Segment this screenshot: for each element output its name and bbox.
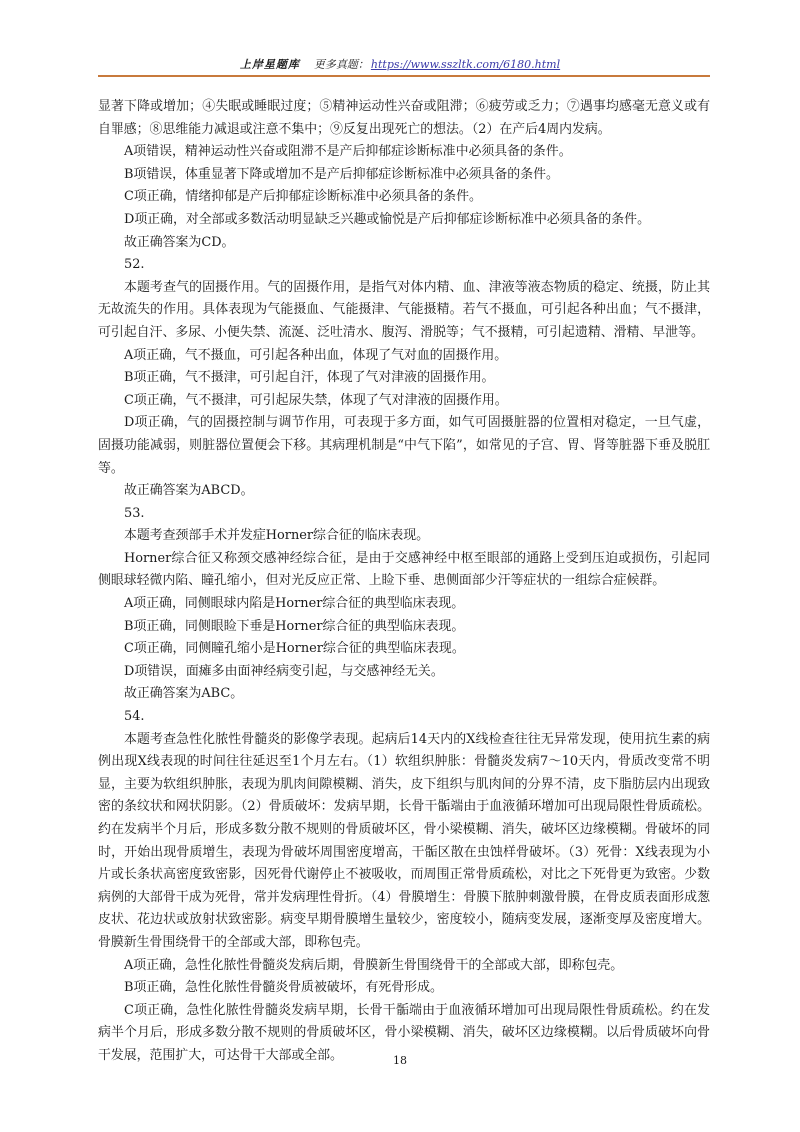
paragraph: Horner综合征又称颈交感神经综合征，是由于交感神经中枢至眼部的通路上受到压迫或损伤，引起同侧眼球轻微内陷、瞳孔缩小，但对光反应正常、上睑下垂、患侧面部少汗等症状的一组综合症候群。 — [98, 550, 710, 589]
header-more-label: 更多真题： — [313, 58, 369, 71]
paragraph: C项正确，情绪抑郁是产后抑郁症诊断标准中必须具备的条件。 — [124, 189, 482, 205]
paragraph: 故正确答案为ABC。 — [124, 686, 244, 702]
paragraph: 显著下降或增加；④失眠或睡眠过度；⑤精神运动性兴奋或阻滞；⑥疲劳或乏力；⑦遇事均感毫无意义或有自罪感；⑧思维能力减退或注意不集中；⑨反复出现死亡的想法。（2）在产后4周内发病。 — [98, 99, 710, 137]
paragraph: 故正确答案为CD。 — [124, 234, 235, 250]
paragraph: 本题考查颈部手术并发症Horner综合征的临床表现。 — [124, 528, 430, 544]
paragraph: D项正确，气的固摄控制与调节作用，可表现于多方面，如气可固摄脏器的位置相对稳定，一旦气虚，固摄功能减弱，则脏器位置便会下移。其病理机制是“中气下陷”，如常见的子宫、胃、肾等脏器下垂及脱肛等。 — [98, 415, 710, 476]
paragraph: A项正确，气不摄血，可引起各种出血，体现了气对血的固摄作用。 — [124, 347, 508, 363]
paragraph: C项正确，气不摄津，可引起尿失禁，体现了气对津液的固摄作用。 — [124, 392, 508, 408]
page-header — [0, 56, 800, 72]
paragraph: A项错误，精神运动性兴奋或阻滞不是产后抑郁症诊断标准中必须具备的条件。 — [124, 144, 572, 160]
paragraph: C项正确，急性化脓性骨髓炎发病早期，长骨干骺端由于血液循环增加可出现局限性骨质疏松。约在发病半个月后，形成多数分散不规则的骨质破坏区，骨小梁模糊、消失，破坏区边缘模糊。以后骨质破坏向骨干发展，范围扩大，可达骨干大部或全部。 — [98, 1002, 710, 1063]
paragraph: 本题考查气的固摄作用。气的固摄作用，是指气对体内精、血、津液等液态物质的稳定、统摄，防止其无故流失的作用。具体表现为气能摄血、气能摄津、气能摄精。若气不摄血，可引起各种出血；气不摄津，可引起自汗、多尿、小便失禁、流涎、泛吐清水、腹泻、滑脱等；气不摄精，可引起遗精、滑精、早泄等。 — [98, 279, 710, 340]
paragraph: 52. — [124, 257, 145, 273]
paragraph: B项错误，体重显著下降或增加不是产后抑郁症诊断标准中必须具备的条件。 — [124, 166, 559, 182]
header-brand: 上岸星题库 — [239, 58, 300, 71]
paragraph: D项正确，对全部或多数活动明显缺乏兴趣或愉悦是产后抑郁症诊断标准中必须具备的条件。 — [124, 211, 650, 227]
header-url-link[interactable]: https://www.sszltk.com/6180.html — [370, 58, 561, 71]
paragraph: B项正确，同侧眼睑下垂是Horner综合征的典型临床表现。 — [124, 618, 465, 634]
page-number: 18 — [393, 1054, 407, 1067]
paragraph: B项正确，急性化脓性骨髓炎骨质被破坏，有死骨形成。 — [124, 980, 443, 996]
header-divider — [98, 75, 710, 77]
paragraph: A项正确，急性化脓性骨髓炎发病后期，骨膜新生骨围绕骨干的全部或大部，即称包壳。 — [124, 957, 624, 973]
document-body — [98, 96, 710, 1068]
paragraph: 故正确答案为ABCD。 — [124, 483, 254, 499]
paragraph: A项正确，同侧眼球内陷是Horner综合征的典型临床表现。 — [124, 596, 465, 612]
paragraph: B项正确，气不摄津，可引起自汗，体现了气对津液的固摄作用。 — [124, 370, 495, 386]
paragraph: 53. — [124, 505, 145, 521]
paragraph: D项错误，面瘫多由面神经病变引起，与交感神经无关。 — [124, 663, 444, 679]
paragraph: 54. — [124, 709, 145, 725]
paragraph: 本题考查急性化脓性骨髓炎的影像学表现。起病后14天内的X线检查往往无异常发现，使用抗生素的病例出现X线表现的时间往往延迟至1个月左右。（1）软组织肿胀：骨髓炎发病7～10天内，骨质改变常不明显，主要为软组织肿胀，表现为肌肉间隙模糊、消失，皮下组织与肌肉间的分界不清，皮下脂肪层内出现致密的条纹状和网状阴影。（2）骨质破坏：发病早期，长骨干骺端由于血液循环增加可出现局限性骨质疏松。约在发病半个月后，形成多数分散不规则的骨质破坏区，骨小梁模糊、消失，破坏区边缘模糊。骨破坏的同时，开始出现骨质增生，表现为骨破坏周围密度增高，干骺区散在虫蚀样骨破坏。（3）死骨：X线表现为小片或长条状高密度致密影，因死骨代谢停止不被吸收，而周围正常骨质疏松，对比之下死骨更为致密。少数病例的大部骨干成为死骨，常并发病理性骨折。（4）骨膜增生：骨膜下脓肿刺激骨膜，在骨皮质表面形成葱皮状、花边状或放射状致密影。病变早期骨膜增生量较少，密度较小，随病变发展，逐渐变厚及密度增大。骨膜新生骨围绕骨干的全部或大部，即称包壳。 — [98, 731, 710, 950]
paragraph: C项正确，同侧瞳孔缩小是Horner综合征的典型临床表现。 — [124, 641, 465, 657]
